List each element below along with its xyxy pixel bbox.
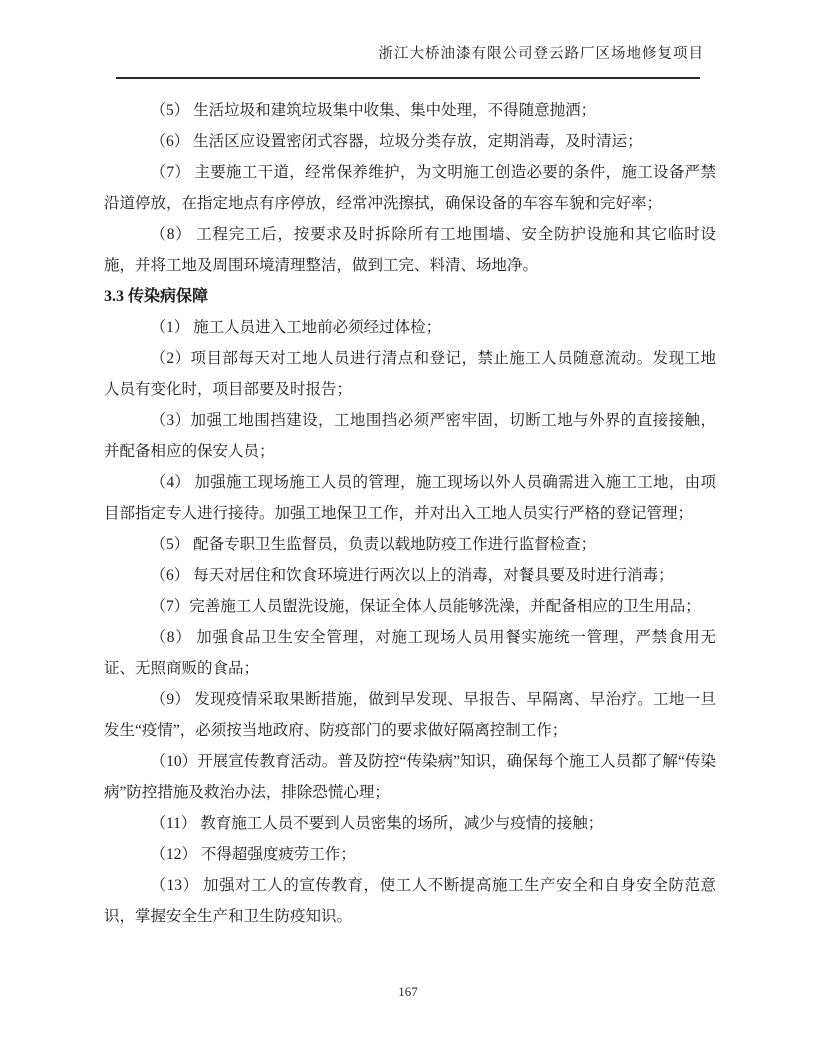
list-item: （5） 配备专职卫生监督员，负责以载地防疫工作进行监督检查； [150, 536, 597, 553]
document-body [104, 95, 716, 932]
page-header [104, 44, 712, 87]
page-footer [0, 983, 816, 1001]
list-item: （10）开展宣传教育活动。普及防控“传染病”知识，确保每个施工人员都了解“传染病”防控措施及救治办法，排除恐慌心理； [104, 753, 716, 801]
list-item: （13） 加强对工人的宣传教育，使工人不断提高施工生产安全和自身安全防范意识，掌握安全生产和卫生防疫知识。 [104, 877, 716, 925]
section-heading: 3.3 传染病保障 [104, 288, 209, 305]
header-title: 浙江大桥油漆有限公司登云路厂区场地修复项目 [378, 46, 704, 62]
list-item: （8） 加强食品卫生安全管理，对施工现场人员用餐实施统一管理，严禁食用无证、无照商贩的食品； [104, 629, 716, 677]
list-item: （2）项目部每天对工地人员进行清点和登记，禁止施工人员随意流动。发现工地人员有变化时，项目部要及时报告； [104, 350, 716, 398]
list-item: （6） 每天对居住和饮食环境进行两次以上的消毒，对餐具要及时进行消毒； [150, 567, 674, 584]
list-item: （5） 生活垃圾和建筑垃圾集中收集、集中处理，不得随意抛洒； [150, 102, 597, 119]
list-item: （6） 生活区应设置密闭式容器，垃圾分类存放，定期消毒，及时清运； [150, 133, 643, 150]
list-item: （3）加强工地围挡建设，工地围挡必须严密牢固，切断工地与外界的直接接触，并配备相应的保安人员； [104, 412, 716, 460]
list-item: （12） 不得超强度疲劳工作； [150, 846, 356, 863]
list-item: （11） 教育施工人员不要到人员密集的场所，减少与疫情的接触； [150, 815, 604, 832]
page-number: 167 [398, 984, 418, 999]
list-item: （7）完善施工人员盥洗设施，保证全体人员能够洗澡，并配备相应的卫生用品； [150, 598, 701, 615]
list-item: （8） 工程完工后，按要求及时拆除所有工地围墙、安全防护设施和其它临时设施，并将工地及周围环境清理整洁，做到工完、料清、场地净。 [104, 226, 716, 274]
list-item: （7） 主要施工干道，经常保养维护，为文明施工创造必要的条件，施工设备严禁沿道停放，在指定地点有序停放，经常冲洗擦拭，确保设备的车容车貌和完好率； [104, 164, 716, 212]
list-item: （1） 施工人员进入工地前必须经过体检； [150, 319, 442, 336]
header-rule [116, 77, 700, 79]
list-item: （4） 加强施工现场施工人员的管理，施工现场以外人员确需进入施工工地，由项目部指定专人进行接待。加强工地保卫工作，并对出入工地人员实行严格的登记管理； [104, 474, 716, 522]
list-item: （9） 发现疫情采取果断措施，做到早发现、早报告、早隔离、早治疗。工地一旦发生“疫情”，必须按当地政府、防疫部门的要求做好隔离控制工作； [104, 691, 716, 739]
